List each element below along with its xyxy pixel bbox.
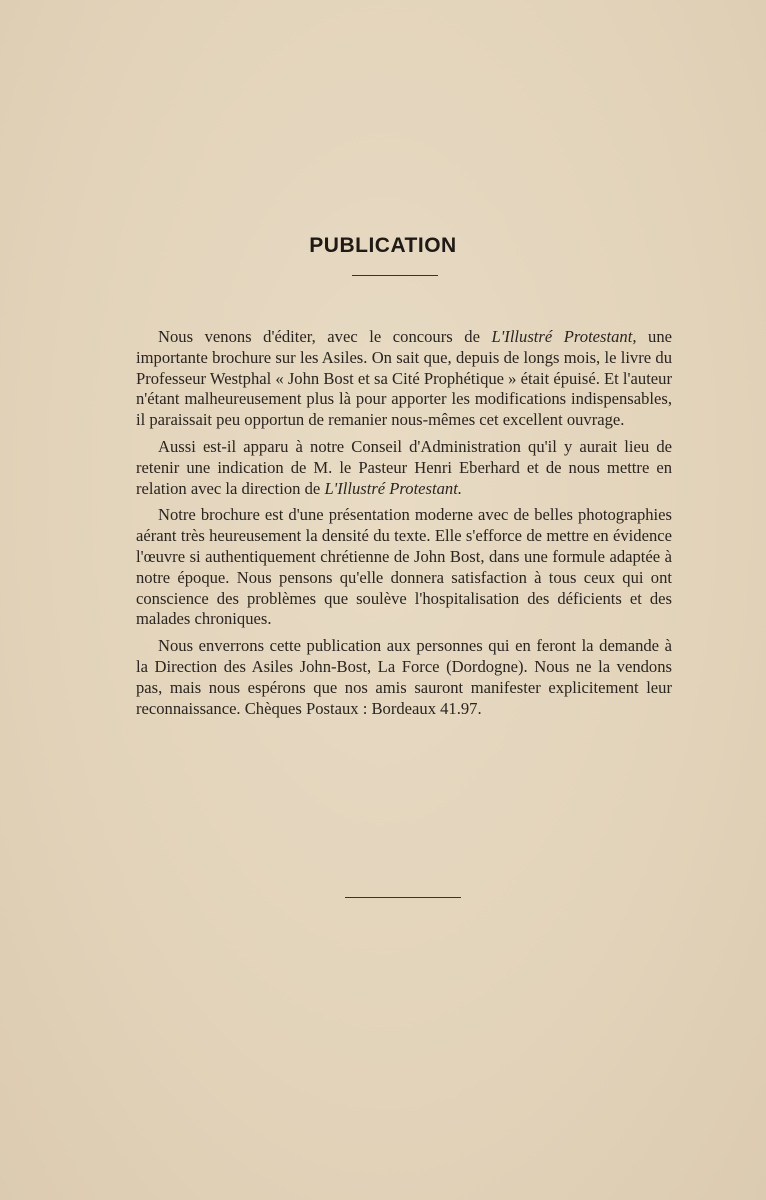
page-title: PUBLICATION	[309, 234, 457, 257]
title-divider	[352, 275, 438, 276]
paragraph-1-text: Nous venons d'éditer, avec le concours de	[158, 327, 492, 346]
paragraph-3	[136, 505, 672, 630]
paragraph-4	[136, 636, 672, 719]
paragraph-1	[136, 327, 672, 431]
paragraph-2-text: Aussi est-il apparu à notre Conseil d'Administration qu'il y aurait lieu de retenir une indication de M. le Pasteur Henri Eberhard et de nous mettre en relation avec la direction de	[136, 436, 672, 498]
paragraph-3-text: Notre brochure est d'une présentation moderne avec de belles photographies aérant très heureusement la densité du texte. Elle s'efforce de mettre en évidence l'œuvre si authentiquement chrétienne de John Bost, dans une formule adaptée à notre époque. Nous pensons qu'elle donnera satisfaction à tous ceux qui ont conscience des problèmes que soulève l'hospitalisation des déficients et des malades chroniques.	[136, 505, 672, 629]
article-body	[136, 327, 672, 725]
paragraph-1-continuation: une importante brochure sur les Asiles. On sait que, depuis de longs mois, le livre du Professeur Westphal « John Bost et sa Cité Prophétique » était épuisé. Et l'auteur n'étant malheureusement plus là pour apporter les modifications indispensables, il paraissait peu opportun de remanier nous-mêmes cet excellent ouvrage.	[136, 327, 672, 430]
publication-title: L'Illustré Protestant,	[491, 327, 637, 346]
paragraph-2	[136, 437, 672, 499]
closing-divider	[345, 897, 461, 898]
paragraph-4-text: Nous enverrons cette publication aux personnes qui en feront la demande à la Direction des Asiles John-Bost, La Force (Dordogne). Nous ne la vendons pas, mais nous espérons que nos amis sauront manifester explicitement leur reconnaissance. Chèques Postaux : Bordeaux 41.97.	[136, 636, 672, 718]
publication-title: L'Illustré Protestant.	[324, 478, 462, 498]
